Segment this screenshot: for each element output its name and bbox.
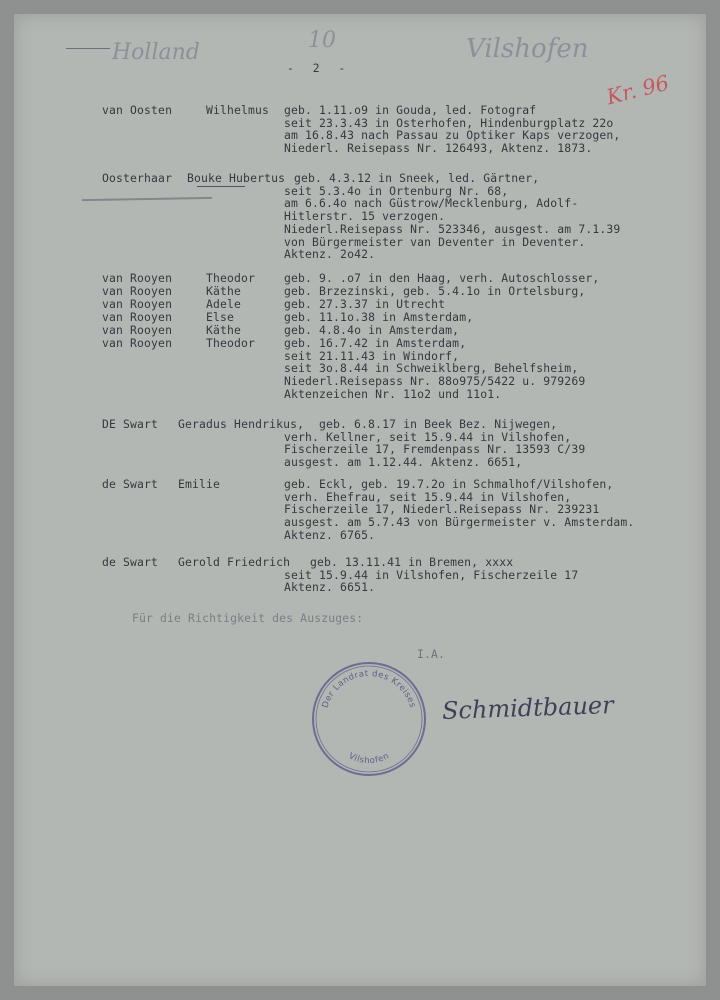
entry-line: ausgest. am 1.12.44. Aktenz. 6651, xyxy=(284,455,523,470)
entry-given-name: Geradus Hendrikus, xyxy=(178,417,305,431)
entry-line: Fischerzeile 17, Fremdenpass Nr. 13593 C/39 xyxy=(284,442,586,457)
entry-given-name: Gerold Friedrich xyxy=(178,555,291,569)
entry-line: geb. 4.8.4o in Amsterdam, xyxy=(284,323,460,337)
entry-line: Niederl.Reisepass Nr. 88o975/5422 u. 979269 xyxy=(284,374,586,389)
entry-line: geb. 13.11.41 in Bremen, xxxx xyxy=(310,555,514,569)
entry-surname: van Rooyen xyxy=(102,284,173,298)
pencil-underline xyxy=(82,197,212,201)
entry-given-name: Käthe xyxy=(206,323,242,337)
entry-line: geb. 11.1o.38 in Amsterdam, xyxy=(284,310,474,324)
entry-line: geb. 1.11.o9 in Gouda, led. Fotograf xyxy=(284,103,537,117)
entry-line: geb. 9. .o7 in den Haag, verh. Autoschlosser, xyxy=(284,271,600,285)
entry-surname: DE Swart xyxy=(102,417,159,431)
entry-line: Fischerzeile 17, Niederl.Reisepass Nr. 239231 xyxy=(284,502,600,517)
entry-line: verh. Kellner, seit 15.9.44 in Vilshofen, xyxy=(284,429,572,444)
entry-surname: van Rooyen xyxy=(102,297,173,311)
entry-surname: van Oosten xyxy=(102,103,173,117)
entry-line: Niederl.Reisepass Nr. 523346, ausgest. am 7.1.39 xyxy=(284,221,621,236)
entry-surname: van Rooyen xyxy=(102,323,173,337)
entry-line: Niederl. Reisepass Nr. 126493, Aktenz. 1873. xyxy=(284,141,593,156)
entry-given-name: Emilie xyxy=(178,477,221,491)
red-margin-note: Kr. 96 xyxy=(604,70,672,110)
stamp-bottom-text: Vilshofen xyxy=(346,751,392,767)
entry-line: seit 21.11.43 in Windorf, xyxy=(284,348,460,363)
margin-note-district: Vilshofen xyxy=(466,34,589,64)
margin-note-number: 10 xyxy=(308,28,336,53)
entry-line: Aktenz. 2o42. xyxy=(284,247,376,262)
entry-line: geb. 6.8.17 in Beek Bez. Nijwegen, xyxy=(319,417,558,431)
entry-line: geb. Brzezinski, geb. 5.4.1o in Ortelsburg, xyxy=(284,284,586,298)
entry-given-name: Else xyxy=(206,310,235,324)
entry-line: Hitlerstr. 15 verzogen. xyxy=(284,209,446,224)
entry-surname: van Rooyen xyxy=(102,271,173,285)
entry-line: seit 23.3.43 in Osterhofen, Hindenburgplatz 22o xyxy=(284,115,614,130)
page-number: - 2 - xyxy=(287,61,352,75)
entry-line: Aktenz. 6651. xyxy=(284,580,376,595)
stamp-top-text: Der Landrat des Kreises xyxy=(320,668,418,710)
entry-line: seit 5.3.4o in Ortenburg Nr. 68, xyxy=(284,183,509,198)
entry-line: geb. 27.3.37 in Utrecht xyxy=(284,297,446,311)
entry-line: geb. 4.3.12 in Sneek, led. Gärtner, xyxy=(294,171,540,185)
entry-line: ausgest. am 5.7.43 von Bürgermeister v. Amsterdam. xyxy=(284,515,635,530)
entry-line: verh. Ehefrau, seit 15.9.44 in Vilshofen, xyxy=(284,489,572,504)
im-auftrag: I.A. xyxy=(417,647,446,661)
entry-line: am 16.8.43 nach Passau zu Optiker Kaps verzogen, xyxy=(284,128,621,143)
signature: Schmidtbauer xyxy=(441,691,615,725)
entry-given-name: Theodor xyxy=(206,336,256,350)
margin-note-country: Holland xyxy=(112,40,200,65)
entry-given-name: Wilhelmus xyxy=(206,103,270,117)
official-stamp xyxy=(308,658,430,780)
entry-line: am 6.6.4o nach Güstrow/Mecklenburg, Adolf- xyxy=(284,196,579,211)
underline-mark xyxy=(197,186,245,187)
svg-text:Vilshofen xyxy=(347,751,391,766)
entry-line: von Bürgermeister van Deventer in Deventer. xyxy=(284,234,586,249)
document-sheet xyxy=(14,14,706,986)
entry-line: geb. Eckl, geb. 19.7.2o in Schmalhof/Vilshofen, xyxy=(284,477,614,491)
entry-surname: de Swart xyxy=(102,477,159,491)
entry-surname: Oosterhaar xyxy=(102,171,173,185)
entry-surname: van Rooyen xyxy=(102,310,173,324)
certification-line: Für die Richtigkeit des Auszuges: xyxy=(132,611,364,625)
entry-line: seit 3o.8.44 in Schweiklberg, Behelfsheim, xyxy=(284,361,579,376)
entry-line: Aktenzeichen Nr. 11o2 und 11o1. xyxy=(284,386,502,401)
entry-given-name: Adele xyxy=(206,297,242,311)
margin-dash xyxy=(66,48,110,49)
entry-given-name: Käthe xyxy=(206,284,242,298)
entry-surname: de Swart xyxy=(102,555,159,569)
entry-given-name: Bouke Hubertus xyxy=(187,171,286,185)
entry-line: Aktenz. 6765. xyxy=(284,527,376,542)
entry-surname: van Rooyen xyxy=(102,336,173,350)
entry-line: geb. 16.7.42 in Amsterdam, xyxy=(284,336,467,350)
entry-given-name: Theodor xyxy=(206,271,256,285)
entry-line: seit 15.9.44 in Vilshofen, Fischerzeile 17 xyxy=(284,567,579,582)
